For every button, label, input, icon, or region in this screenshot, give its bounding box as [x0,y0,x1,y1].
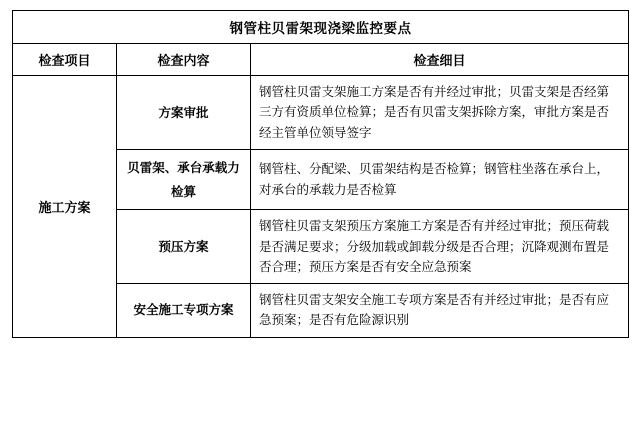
check-item-construction-plan: 施工方案 [13,76,117,338]
check-content-bailey-capacity: 贝雷架、承台承载力检算 [117,149,251,210]
check-detail-bailey-capacity: 钢管柱、分配梁、贝雷架结构是否检算；钢管柱坐落在承台上，对承台的承载力是否检算 [251,149,629,210]
check-detail-preload-plan: 钢管柱贝雷支架预压方案施工方案是否有并经过审批；预压荷载是否满足要求；分级加载或卸载分级是否合理；沉降观测布置是否合理；预压方案是否有安全应急预案 [251,210,629,284]
header-check-item: 检查项目 [13,44,117,76]
header-check-detail: 检查细目 [251,44,629,76]
check-content-plan-approval: 方案审批 [117,76,251,150]
check-content-safety-plan: 安全施工专项方案 [117,284,251,338]
document-title: 钢管柱贝雷架现浇梁监控要点 [13,11,629,44]
check-content-preload-plan: 预压方案 [117,210,251,284]
table-row [13,76,629,150]
check-detail-plan-approval: 钢管柱贝雷支架施工方案是否有并经过审批；贝雷支架是否经第三方有资质单位检算；是否有贝雷支架拆除方案，审批方案是否经主管单位领导签字 [251,76,629,150]
header-check-content: 检查内容 [117,44,251,76]
table-title-row [13,11,629,44]
table-header-row [13,44,629,76]
monitoring-points-table [12,10,629,338]
check-detail-safety-plan: 钢管柱贝雷支架安全施工专项方案是否有并经过审批；是否有应急预案；是否有危险源识别 [251,284,629,338]
